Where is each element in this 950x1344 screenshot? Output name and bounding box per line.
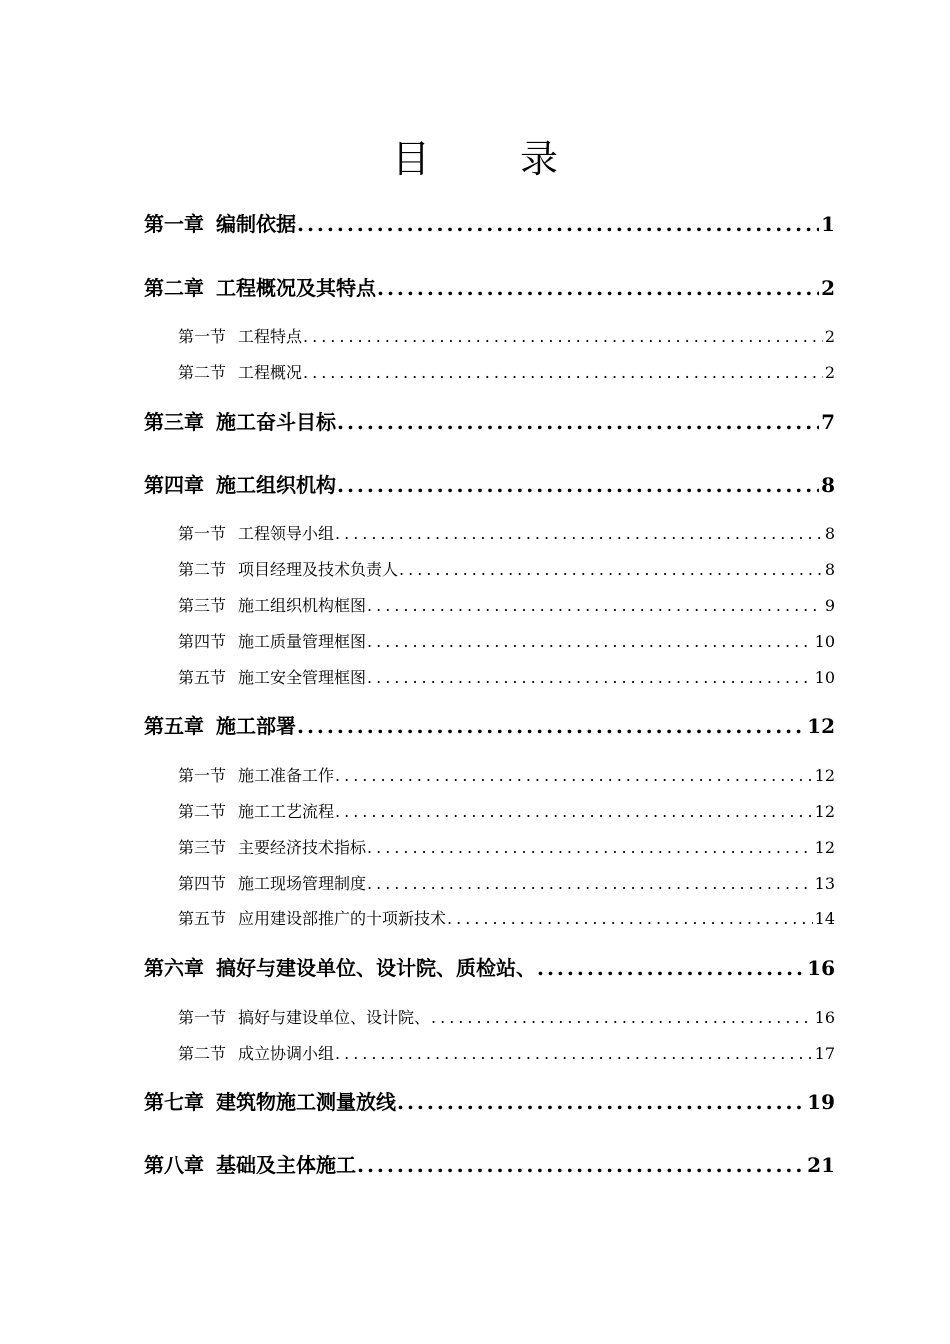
toc-entry-section[interactable] — [178, 871, 835, 894]
toc-page-number: 10 — [814, 632, 835, 651]
toc-page-number: 10 — [814, 668, 835, 687]
toc-name: 施工部署 — [216, 714, 296, 738]
toc-label: 第四节 — [178, 632, 227, 651]
toc-entry-section[interactable] — [178, 799, 835, 822]
toc-name: 编制依据 — [216, 212, 296, 236]
toc-entry-section[interactable] — [178, 906, 835, 929]
toc-label: 第七章 — [144, 1090, 204, 1114]
toc-label: 第一节 — [178, 524, 227, 543]
toc-page-number: 9 — [824, 596, 835, 615]
toc-entry-section[interactable] — [178, 1005, 835, 1028]
toc-page-number: 1 — [821, 212, 835, 236]
toc-page-number: 2 — [824, 363, 835, 382]
toc-entry-chapter-1[interactable] — [144, 208, 835, 237]
toc-entry-chapter-6[interactable] — [144, 952, 835, 981]
toc-entry-chapter-3[interactable] — [144, 406, 835, 435]
toc-name: 施工组织机构框图 — [238, 596, 367, 615]
toc-label: 第六章 — [144, 956, 204, 980]
toc-name: 主要经济技术指标 — [238, 838, 367, 857]
toc-entry-chapter-4[interactable] — [144, 469, 835, 498]
toc-label: 第一节 — [178, 327, 227, 346]
toc-label: 第一节 — [178, 1008, 227, 1027]
toc-label: 第一节 — [178, 766, 227, 785]
toc-name: 施工现场管理制度 — [238, 874, 367, 893]
toc-label: 第二节 — [178, 363, 227, 382]
toc-page-number: 12 — [814, 838, 835, 857]
toc-entry-section[interactable] — [178, 665, 835, 688]
toc-entry-chapter-2[interactable] — [144, 272, 835, 301]
toc-entry-section[interactable] — [178, 835, 835, 858]
toc-page-number: 8 — [821, 473, 835, 497]
toc-name: 基础及主体施工 — [216, 1153, 356, 1177]
toc-name: 项目经理及技术负责人 — [238, 560, 399, 579]
toc-label: 第五节 — [178, 668, 227, 687]
toc-label: 第二节 — [178, 560, 227, 579]
toc-label: 第二节 — [178, 1044, 227, 1063]
toc-entry-section[interactable] — [178, 629, 835, 652]
toc-label: 第一章 — [144, 212, 204, 236]
toc-entry-chapter-8[interactable] — [144, 1149, 835, 1178]
toc-name: 成立协调小组 — [238, 1044, 335, 1063]
toc-page-number: 19 — [807, 1090, 835, 1114]
toc-page-number: 2 — [821, 276, 835, 300]
toc-label: 第二节 — [178, 802, 227, 821]
toc-label: 第五章 — [144, 714, 204, 738]
toc-label: 第三节 — [178, 838, 227, 857]
toc-page-number: 12 — [814, 802, 835, 821]
toc-entry-section[interactable] — [178, 557, 835, 580]
toc-name: 施工奋斗目标 — [216, 410, 336, 434]
toc-page-number: 12 — [807, 714, 835, 738]
toc-name: 施工质量管理框图 — [238, 632, 367, 651]
toc-name: 工程概况 — [238, 363, 303, 382]
toc-label: 第三节 — [178, 596, 227, 615]
page-title — [0, 128, 950, 183]
toc-page-number: 14 — [814, 909, 835, 928]
toc-entry-section[interactable] — [178, 763, 835, 786]
toc-name: 搞好与建设单位、设计院、 — [238, 1008, 431, 1027]
toc-name: 应用建设部推广的十项新技术 — [238, 909, 447, 928]
toc-page-number: 7 — [821, 410, 835, 434]
toc-label: 第三章 — [144, 410, 204, 434]
toc-label: 第四章 — [144, 473, 204, 497]
toc-name: 施工安全管理框图 — [238, 668, 367, 687]
title-char-2: 录 — [520, 137, 559, 181]
toc-entry-section[interactable] — [178, 360, 835, 383]
toc-name: 搞好与建设单位、设计院、质检站、 — [216, 956, 536, 980]
toc-entry-section[interactable] — [178, 521, 835, 544]
toc-page-number: 12 — [814, 766, 835, 785]
toc-page-number: 16 — [814, 1008, 835, 1027]
toc-entry-section[interactable] — [178, 324, 835, 347]
toc-page-number: 16 — [807, 956, 835, 980]
toc-label: 第五节 — [178, 909, 227, 928]
toc-name: 施工工艺流程 — [238, 802, 335, 821]
toc-name: 工程特点 — [238, 327, 303, 346]
toc-entry-chapter-7[interactable] — [144, 1086, 835, 1115]
toc-page-number: 8 — [824, 524, 835, 543]
toc-page-number: 21 — [807, 1153, 835, 1177]
toc-entry-chapter-5[interactable] — [144, 710, 835, 739]
toc-entry-section[interactable] — [178, 593, 835, 616]
toc-name: 施工组织机构 — [216, 473, 336, 497]
toc-page-number: 2 — [824, 327, 835, 346]
toc-page-number: 8 — [824, 560, 835, 579]
toc-label: 第八章 — [144, 1153, 204, 1177]
toc-entry-section[interactable] — [178, 1041, 835, 1064]
toc-name: 工程领导小组 — [238, 524, 335, 543]
toc-page-number: 13 — [814, 874, 835, 893]
toc-name: 建筑物施工测量放线 — [216, 1090, 396, 1114]
toc-label: 第四节 — [178, 874, 227, 893]
toc-name: 施工准备工作 — [238, 766, 335, 785]
toc-name: 工程概况及其特点 — [216, 276, 376, 300]
toc-page-number: 17 — [814, 1044, 835, 1063]
title-char-1: 目 — [391, 137, 430, 181]
toc-label: 第二章 — [144, 276, 204, 300]
